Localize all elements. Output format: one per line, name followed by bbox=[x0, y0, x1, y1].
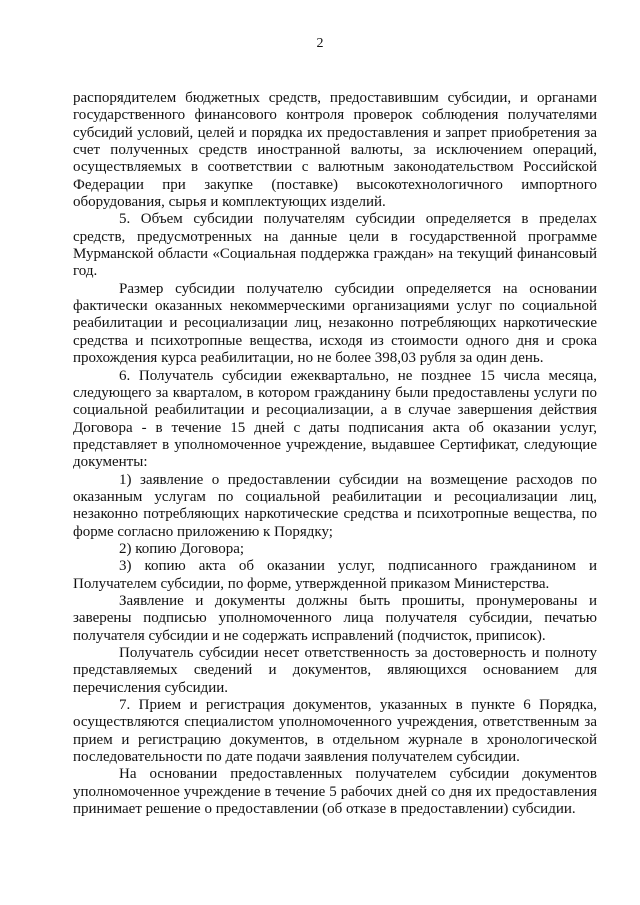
paragraph-item-5: 5. Объем субсидии получателям субсидии определяется в пределах средств, предусмотренных на данные цели в государственной программе Мурманской области «Социальная поддержка граждан» на текущий финансовый год. bbox=[73, 211, 597, 280]
paragraph-subsidy-size: Размер субсидии получателю субсидии определяется на основании фактически оказанных некоммерческими организациями услуг по социальной реабилитации и ресоциализации лиц, незаконно потребляющих наркотические средства и психотропные вещества, исходя из стоимости одного дня и срока прохождения курса реабилитации, но не более 398,03 рубля за один день. bbox=[73, 280, 597, 367]
paragraph-responsibility: Получатель субсидии несет ответственность за достоверность и полноту представляемых сведений и документов, являющихся основанием для перечисления субсидии. bbox=[73, 645, 597, 696]
paragraph-item-6: 6. Получатель субсидии ежеквартально, не позднее 15 числа месяца, следующего за кварталом, в котором гражданину были предоставлены услуги по социальной реабилитации и ресоциализации, а в случае завершения действия Договора - в течение 15 дней с даты подписания акта об оказании услуг, представляет в уполномоченное учреждение, выдавшее Сертификат, следующие документы: bbox=[73, 367, 597, 471]
page-number: 2 bbox=[316, 36, 324, 51]
document-body bbox=[73, 90, 597, 818]
paragraph-item-7: 7. Прием и регистрация документов, указанных в пункте 6 Порядка, осуществляются специалистом уполномоченного учреждения, ответственным за прием и регистрацию документов, в отдельном журнале в хронологической последовательности по дате подачи заявления получателем субсидии. bbox=[73, 697, 597, 766]
list-item-contract-copy: 2) копию Договора; bbox=[119, 540, 245, 557]
paragraph-documents-requirements: Заявление и документы должны быть прошиты, пронумерованы и заверены подписью уполномоченного лица получателя субсидии, печатью получателя субсидии и не содержать исправлений (подчисток, приписок). bbox=[73, 592, 597, 644]
list-item-application: 1) заявление о предоставлении субсидии на возмещение расходов по оказанным услугам по социальной реабилитации и ресоциализации лиц, незаконно потребляющих наркотические средства и психотропные вещества, по форме согласно приложению к Порядку; bbox=[73, 471, 597, 540]
paragraph-continuation: распорядителем бюджетных средств, предоставившим субсидии, и органами государственного финансового контроля проверок соблюдения получателями субсидий условий, целей и порядка их предоставления и запрет приобретения за счет полученных средств иностранной валюты, за исключением операций, осуществляемых в соответствии с валютным законодательством Российской Федерации при закупке (поставке) высокотехнологичного импортного оборудования, сырья и комплектующих изделий. bbox=[73, 90, 597, 211]
paragraph-decision: На основании предоставленных получателем субсидии документов уполномоченное учреждение в течение 5 рабочих дней со дня их предоставления принимает решение о предоставлении (об отказе в предоставлении) субсидии. bbox=[73, 766, 597, 818]
list-item-act-copy: 3) копию акта об оказании услуг, подписанного гражданином и Получателем субсидии, по форме, утвержденной приказом Министерства. bbox=[73, 558, 597, 592]
